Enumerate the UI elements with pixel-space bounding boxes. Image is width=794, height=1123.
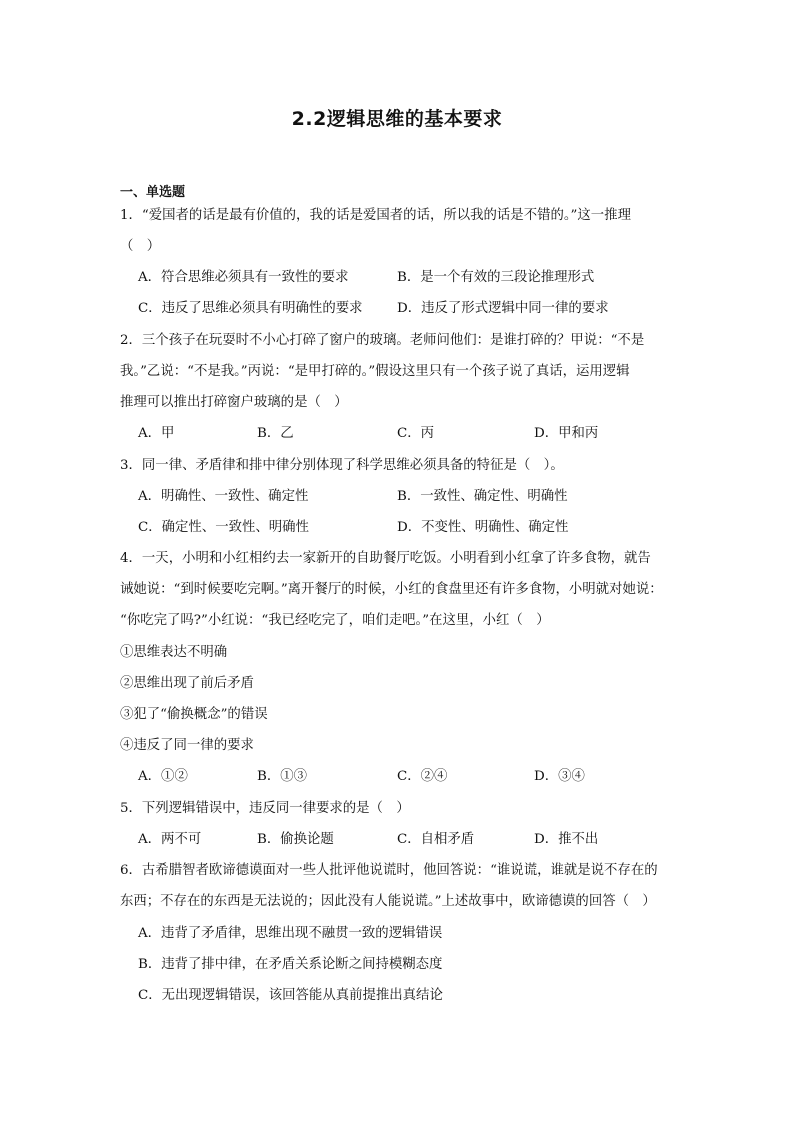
question-3-text-line-1: 3．同一律、矛盾律和排中律分别体现了科学思维必须具备的特征是（ ）。 — [120, 458, 564, 473]
question-1-option-c: C．违反了思维必须具有明确性的要求 — [138, 301, 363, 316]
question-6-text-line-2: 东西；不存在的东西是无法说的；因此没有人能说谎。”上述故事中，欧谛德谟的回答（ ） — [120, 894, 656, 909]
question-4-text-line-2: 诫她说：“到时候要吃完啊。”离开餐厅的时候，小红的食盘里还有许多食物，小明就对她说： — [120, 582, 663, 597]
question-5-option-c: C．自相矛盾 — [397, 832, 475, 847]
question-2-option-a: A．甲 — [138, 426, 175, 441]
question-4-text-line-1: 4．一天，小明和小红相约去一家新开的自助餐厅吃饭。小明看到小红拿了许多食物，就告 — [120, 551, 651, 566]
question-2-option-b: B．乙 — [257, 426, 294, 441]
question-1-option-d: D．违反了形式逻辑中同一律的要求 — [397, 301, 609, 316]
question-1-text-line-1: 1．“爱国者的话是最有价值的，我的话是爱国者的话，所以我的话是不错的。”这一推理 — [120, 208, 631, 223]
section-heading: 一、单选题 — [120, 185, 186, 200]
question-6-text-line-1: 6．古希腊智者欧谛德谟面对一些人批评他说谎时，他回答说：“谁说谎，谁就是说不存在的 — [120, 863, 658, 878]
question-4-option-d: D．③④ — [534, 769, 585, 784]
question-1-option-b: B．是一个有效的三段论推理形式 — [397, 270, 595, 285]
question-5-option-a: A．两不可 — [138, 832, 202, 847]
question-3-option-c: C．确定性、一致性、明确性 — [138, 520, 309, 535]
question-4-statement-3: ③犯了“偷换概念”的错误 — [120, 707, 268, 722]
question-4-statement-1: ①思维表达不明确 — [120, 645, 228, 660]
question-6-option-c: C．无出现逻辑错误，该回答能从真前提推出真结论 — [138, 988, 443, 1003]
question-5-option-b: B．偷换论题 — [257, 832, 334, 847]
question-4-option-a: A．①② — [138, 769, 188, 784]
question-4-text-line-3: “你吃完了吗?”小红说：“我已经吃完了，咱们走吧。”在这里，小红（ ） — [120, 613, 550, 628]
question-2-text-line-2: 我。”乙说：“不是我。”丙说：“是甲打碎的。”假设这里只有一个孩子说了真话，运用逻辑 — [120, 364, 630, 379]
question-5-text-line-1: 5．下列逻辑错误中，违反同一律要求的是（ ） — [120, 801, 410, 816]
question-4-option-b: B．①③ — [257, 769, 308, 784]
question-6-option-b: B．违背了排中律，在矛盾关系论断之间持模糊态度 — [138, 957, 443, 972]
question-1-text-line-2: （ ） — [120, 239, 161, 254]
question-3-option-b: B．一致性、确定性、明确性 — [397, 489, 568, 504]
question-2-text-line-3: 推理可以推出打碎窗户玻璃的是（ ） — [120, 395, 348, 410]
question-2-option-d: D．甲和丙 — [534, 426, 599, 441]
question-6-option-a: A．违背了矛盾律，思维出现不融贯一致的逻辑错误 — [138, 926, 443, 941]
question-4-option-c: C．②④ — [397, 769, 448, 784]
question-4-statement-4: ④违反了同一律的要求 — [120, 738, 254, 753]
question-3-option-a: A．明确性、一致性、确定性 — [138, 489, 309, 504]
question-1-option-a: A．符合思维必须具有一致性的要求 — [138, 270, 349, 285]
question-5-option-d: D．推不出 — [534, 832, 599, 847]
question-2-option-c: C．丙 — [397, 426, 435, 441]
question-4-statement-2: ②思维出现了前后矛盾 — [120, 676, 254, 691]
question-3-option-d: D．不变性、明确性、确定性 — [397, 520, 569, 535]
question-2-text-line-1: 2．三个孩子在玩耍时不小心打碎了窗户的玻璃。老师问他们：是谁打碎的？甲说：“不是 — [120, 333, 645, 348]
document-title: 2.2逻辑思维的基本要求 — [291, 108, 503, 130]
